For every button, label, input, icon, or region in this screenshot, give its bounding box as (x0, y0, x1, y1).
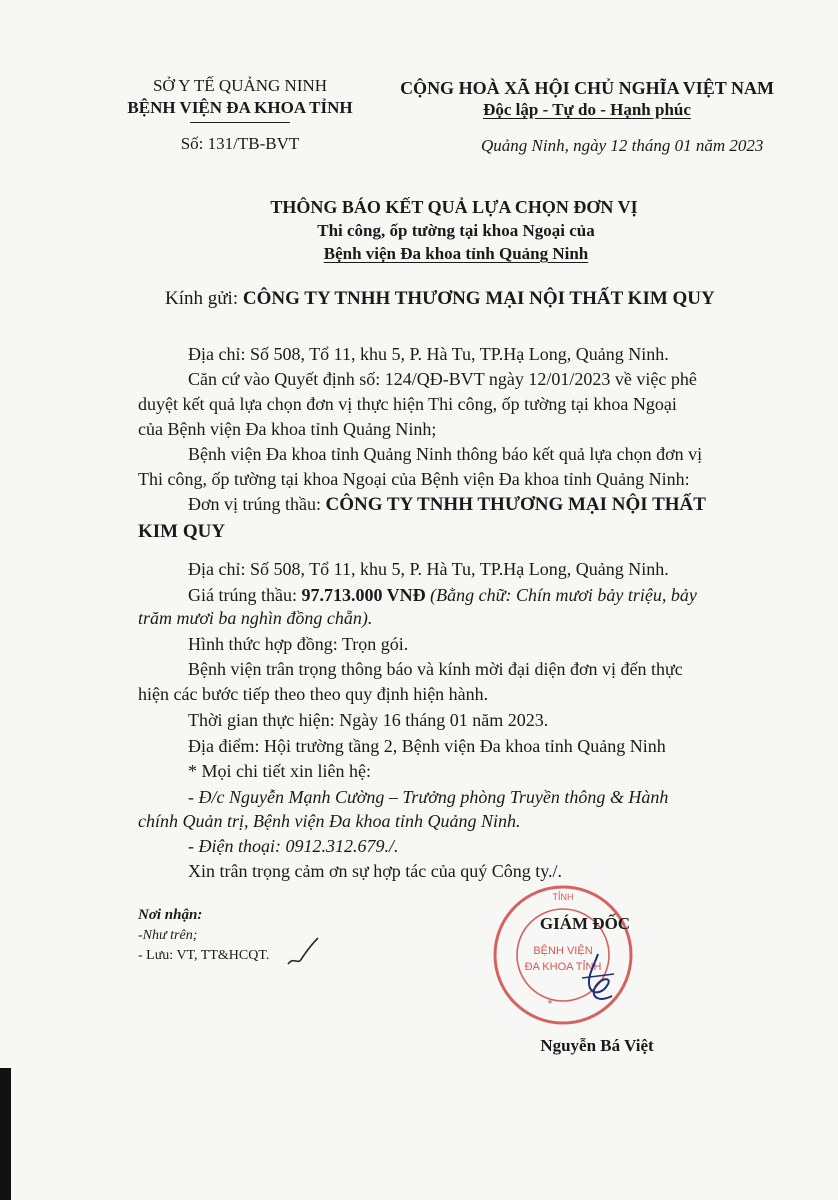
national-motto: Độc lập - Tự do - Hạnh phúc (483, 100, 691, 119)
basis-line-2: duyệt kết quả lựa chọn đơn vị thực hiện Thi công, ốp tường tại khoa Ngoại (138, 394, 677, 414)
thanks-line: Xin trân trọng cảm ơn sự hợp tác của quý Công ty./. (188, 861, 563, 881)
basis-line-3: của Bệnh viện Đa khoa tỉnh Quảng Ninh; (138, 419, 437, 439)
recipient-prefix: Kính gửi: (165, 288, 243, 309)
initials-scribble (282, 936, 322, 972)
signature-title: GIÁM ĐỐC (539, 914, 631, 933)
invite-line-2: hiện các bước tiếp theo theo quy định hiện hành. (138, 684, 489, 704)
recipients-item-1: -Như trên; (138, 928, 198, 943)
contact-person-1: - Đ/c Nguyễn Mạnh Cường – Trưởng phòng Truyền thông & Hành (188, 787, 669, 807)
price-words-1: (Bằng chữ: Chín mươi bảy triệu, bảy (425, 585, 697, 605)
stamp-top-text: TỈNH (552, 892, 574, 902)
execution-location: Địa điểm: Hội trường tầng 2, Bệnh viện Đa khoa tỉnh Quảng Ninh (188, 736, 666, 756)
stamp-star: * (547, 997, 553, 1011)
recipients-item-2: - Lưu: VT, TT&HCQT. (138, 948, 270, 963)
recipient-company: CÔNG TY TNHH THƯƠNG MẠI NỘI THẤT KIM QUY (242, 288, 715, 309)
scan-edge-mark (0, 1068, 11, 1200)
company-address: Địa chỉ: Số 508, Tổ 11, khu 5, P. Hà Tu, TP.Hạ Long, Quảng Ninh. (188, 344, 669, 364)
notice-title: THÔNG BÁO KẾT QUẢ LỰA CHỌN ĐƠN VỊ (270, 197, 638, 217)
execution-time: Thời gian thực hiện: Ngày 16 tháng 01 năm 2023. (188, 710, 549, 730)
recipients-heading: Nơi nhận: (138, 907, 203, 923)
recipient-line (165, 288, 715, 310)
header-left-rule (190, 122, 290, 123)
stamp-line-2: ĐA KHOA TỈNH (524, 961, 602, 973)
contact-heading: * Mọi chi tiết xin liên hệ: (188, 761, 371, 781)
price-label: Giá trúng thầu: (188, 585, 302, 605)
basis-line-1: Căn cứ vào Quyết định số: 124/QĐ-BVT ngày 12/01/2023 về việc phê (188, 369, 697, 389)
winner-company-2: KIM QUY (138, 521, 226, 542)
winner-line-1 (188, 494, 706, 516)
notice-line-1: Bệnh viện Đa khoa tỉnh Quảng Ninh thông báo kết quả lựa chọn đơn vị (188, 444, 703, 464)
notice-subtitle-2: Bệnh viện Đa khoa tỉnh Quảng Ninh (323, 244, 589, 263)
price-value: 97.713.000 VNĐ (301, 585, 426, 605)
invite-line-1: Bệnh viện trân trọng thông báo và kính mời đại diện đơn vị đến thực (188, 659, 683, 679)
hospital-name: BỆNH VIỆN ĐA KHOA TỈNH (127, 98, 353, 117)
document-number: Số: 131/TB-BVT (180, 134, 300, 153)
signer-name: Nguyễn Bá Việt (540, 1036, 654, 1055)
contact-person-2: chính Quản trị, Bệnh viện Đa khoa tỉnh Quảng Ninh. (138, 811, 521, 831)
notice-subtitle-1: Thi công, ốp tường tại khoa Ngoại của (317, 221, 595, 240)
department-name: SỞ Y TẾ QUẢNG NINH (152, 76, 328, 95)
winner-label: Đơn vị trúng thầu: (188, 494, 326, 514)
stamp-line-1: BỆNH VIỆN (533, 945, 593, 957)
winner-company-1: CÔNG TY TNHH THƯƠNG MẠI NỘI THẤT (325, 494, 706, 515)
place-date: Quảng Ninh, ngày 12 tháng 01 năm 2023 (481, 136, 764, 155)
price-line-1 (188, 585, 697, 606)
contact-phone: - Điện thoại: 0912.312.679./. (188, 836, 399, 856)
contract-type: Hình thức hợp đồng: Trọn gói. (188, 634, 409, 654)
notice-line-2: Thi công, ốp tường tại khoa Ngoại của Bệnh viện Đa khoa tỉnh Quảng Ninh: (138, 469, 690, 489)
country-name: CỘNG HOÀ XÃ HỘI CHỦ NGHĨA VIỆT NAM (400, 78, 774, 98)
winner-address: Địa chỉ: Số 508, Tổ 11, khu 5, P. Hà Tu, TP.Hạ Long, Quảng Ninh. (188, 559, 669, 579)
handwritten-signature (568, 948, 628, 1008)
price-words-2: trăm mươi ba nghìn đồng chẵn). (138, 608, 373, 628)
